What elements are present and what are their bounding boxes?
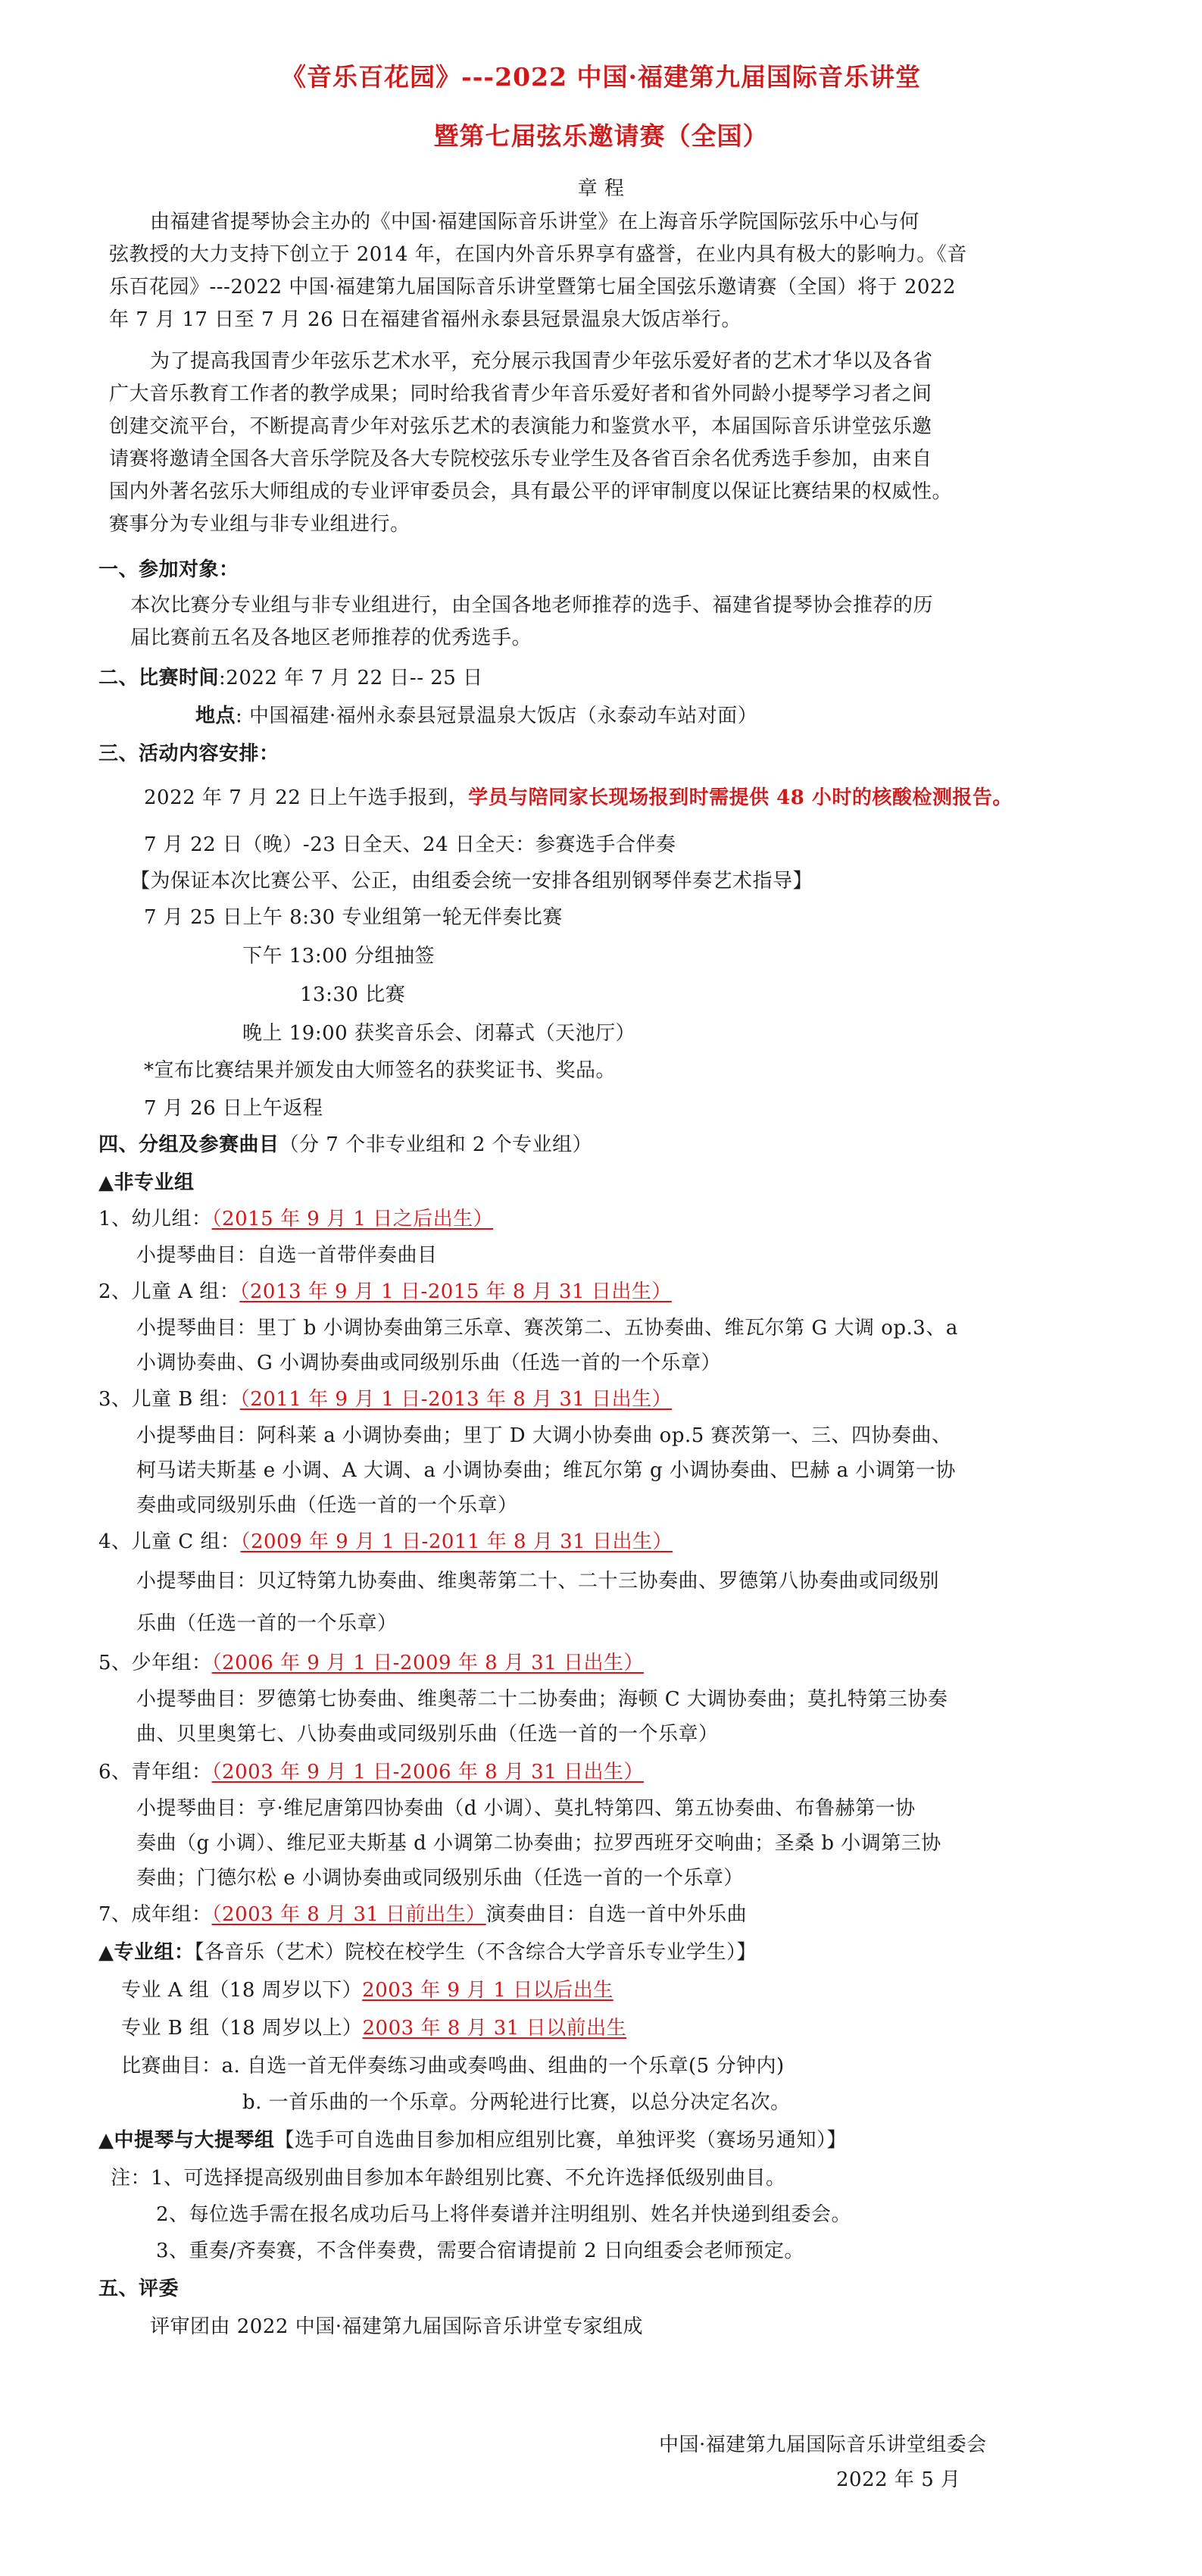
group-birth-range: （2006 年 9 月 1 日-2009 年 8 月 31 日出生） <box>211 1652 645 1674</box>
section-3-heading: 三、活动内容安排： <box>98 742 279 765</box>
section-1-heading: 一、参加对象： <box>98 558 239 581</box>
viola-cello-heading <box>98 2127 847 2153</box>
schedule-line: 13:30 比赛 <box>300 983 406 1006</box>
note-line: 注：1、可选择提高级别曲目参加本年龄组别比赛、不允许选择低级别曲目。 <box>111 2167 786 2190</box>
schedule-line: 【为保证本次比赛公平、公正，由组委会统一安排各组别钢琴伴奏艺术指导】 <box>130 870 813 893</box>
section-1-line: 本次比赛分专业组与非专业组进行，由全国各地老师推荐的选手、福建省提琴协会推荐的历 <box>130 594 934 617</box>
group-label: 2、儿童 A 组： <box>98 1280 240 1303</box>
repertoire-line: 奏曲；门德尔松 e 小调协奏曲或同级别乐曲（任选一首的一个乐章） <box>136 1867 744 1890</box>
intro-p1-line: 乐百花园》---2022 中国·福建第九届国际音乐讲堂暨第七届全国弦乐邀请赛（全国）将于 2022 <box>109 276 956 299</box>
repertoire-line: 小调协奏曲、G 小调协奏曲或同级别乐曲（任选一首的一个乐章） <box>136 1352 722 1374</box>
section-4-prefix: 四、 <box>98 1133 139 1156</box>
covid-test-notice: 学员与陪同家长现场报到时需提供 48 小时的核酸检测报告。 <box>468 786 1013 809</box>
repertoire-line: 小提琴曲目：贝辽特第九协奏曲、维奥蒂第二十、二十三协奏曲、罗德第八协奏曲或同级别 <box>136 1570 940 1593</box>
group-label: 4、儿童 C 组： <box>98 1530 241 1553</box>
signature-org: 中国·福建第九届国际音乐讲堂组委会 <box>659 2434 987 2456</box>
repertoire-line: 小提琴曲目：里丁 b 小调协奏曲第三乐章、赛茨第二、五协奏曲、维瓦尔第 G 大调 op.3、a <box>136 1317 958 1340</box>
pro-a-birth: 2003 年 9 月 1 日以后出生 <box>362 1979 613 2002</box>
schedule-line: 7 月 25 日上午 8:30 专业组第一轮无伴奏比赛 <box>144 906 563 929</box>
intro-p2-line: 广大音乐教育工作者的教学成果；同时给我省青少年音乐爱好者和省外同龄小提琴学习者之间 <box>109 383 932 405</box>
viola-cello-label: ▲中提琴与大提琴组 <box>98 2129 275 2152</box>
intro-p2-line: 国内外著名弦乐大师组成的专业评审委员会，具有最公平的评审制度以保证比赛结果的权威性。 <box>109 480 953 503</box>
schedule-line: 7 月 26 日上午返程 <box>144 1097 323 1120</box>
location-label: 地点 <box>195 705 236 727</box>
group-birth-range: （2013 年 9 月 1 日-2015 年 8 月 31 日出生） <box>239 1280 672 1303</box>
intro-p2-line: 赛事分为专业组与非专业组进行。 <box>109 513 411 536</box>
group-birth-range: （2015 年 9 月 1 日之后出生） <box>211 1208 494 1230</box>
section-4-note: （分 7 个非专业组和 2 个专业组） <box>279 1133 593 1156</box>
group-label: 7、成年组： <box>98 1903 212 1926</box>
group-line <box>98 1529 673 1555</box>
section-2-heading <box>98 665 483 691</box>
schedule-line: 晚上 19:00 获奖音乐会、闭幕式（天池厅） <box>242 1022 635 1045</box>
repertoire-line: 小提琴曲目：罗德第七协奏曲、维奥蒂二十二协奏曲；海顿 C 大调协奏曲；莫扎特第三协奏 <box>136 1688 948 1711</box>
note-line: 3、重奏/齐奏赛，不含伴奏费，需要合宿请提前 2 日向组委会老师预定。 <box>156 2240 804 2262</box>
intro-p2-line: 为了提高我国青少年弦乐艺术水平，充分展示我国青少年弦乐爱好者的艺术才华以及各省 <box>150 350 933 373</box>
pro-b-birth: 2003 年 8 月 31 日以前出生 <box>362 2017 627 2040</box>
section-1-line: 届比赛前五名及各地区老师推荐的优秀选手。 <box>130 627 532 649</box>
repertoire-line: 小提琴曲目：阿科莱 a 小调协奏曲；里丁 D 大调小协奏曲 op.5 赛茨第一、三、四协奏曲、 <box>136 1424 952 1447</box>
charter-heading: 章 程 <box>577 177 625 200</box>
intro-p1-line: 弦教授的大力支持下创立于 2014 年，在国内外音乐界享有盛誉，在业内具有极大的影响力。《音 <box>109 243 967 266</box>
repertoire-line: 奏曲（g 小调）、维尼亚夫斯基 d 小调第二协奏曲；拉罗西班牙交响曲；圣桑 b 小调第三协 <box>136 1832 941 1855</box>
group-label: 3、儿童 B 组： <box>98 1388 240 1411</box>
repertoire-line: 小提琴曲目：亨·维尼唐第四协奏曲（d 小调）、莫扎特第四、第五协奏曲、布鲁赫第一协 <box>136 1797 916 1820</box>
group-line <box>98 1759 644 1785</box>
group-birth-range: （2009 年 9 月 1 日-2011 年 8 月 31 日出生） <box>240 1530 673 1553</box>
intro-p2-line: 请赛将邀请全国各大音乐学院及各大专院校弦乐专业学生及各省百余名优秀选手参加，由来自 <box>109 448 932 470</box>
group-birth-range: （2011 年 9 月 1 日-2013 年 8 月 31 日出生） <box>239 1388 673 1411</box>
group-label: 5、少年组： <box>98 1652 212 1674</box>
section-2-prefix: 二、 <box>98 667 139 689</box>
group-label: 1、幼儿组： <box>98 1208 212 1230</box>
intro-p1-line: 年 7 月 17 日至 7 月 26 日在福建省福州永泰县冠景温泉大饭店举行。 <box>109 308 741 331</box>
repertoire-line: 柯马诺夫斯基 e 小调、A 大调、a 小调协奏曲；维瓦尔第 g 小调协奏曲、巴赫 a 小调第一协 <box>136 1459 956 1482</box>
section-2-dates: :2022 年 7 月 22 日-- 25 日 <box>219 667 483 689</box>
intro-p1-line: 由福建省提琴协会主办的《中国·福建国际音乐讲堂》在上海音乐学院国际弦乐中心与何 <box>150 211 919 233</box>
location-line <box>195 703 757 729</box>
repertoire-line: 乐曲（任选一首的一个乐章） <box>136 1612 398 1635</box>
group-birth-range: （2003 年 8 月 31 日前出生） <box>211 1903 486 1926</box>
section-4-heading <box>98 1132 592 1158</box>
pro-repertoire-a: 比赛曲目：a. 自选一首无伴奏练习曲或奏鸣曲、组曲的一个乐章(5 分钟内) <box>121 2055 785 2077</box>
section-2-title: 比赛时间 <box>139 667 220 689</box>
pro-heading <box>98 1940 757 1965</box>
section-4-title: 分组及参赛曲目 <box>139 1133 279 1156</box>
signature-date: 2022 年 5 月 <box>836 2468 961 2491</box>
checkin-text: 2022 年 7 月 22 日上午选手报到， <box>144 786 469 809</box>
pro-b-label: 专业 B 组（18 周岁以上） <box>121 2017 363 2040</box>
group-line <box>98 1650 644 1676</box>
repertoire-line: 曲、贝里奥第七、八协奏曲或同级别乐曲（任选一首的一个乐章） <box>136 1723 719 1746</box>
pro-a-label: 专业 A 组（18 周岁以下） <box>121 1979 363 2002</box>
section-5-heading: 五、评委 <box>98 2277 180 2300</box>
pro-heading-label: ▲专业组： <box>98 1941 195 1964</box>
pro-b-line <box>121 2015 626 2041</box>
repertoire-line: 小提琴曲目：自选一首带伴奏曲目 <box>136 1244 438 1267</box>
schedule-line: 下午 13:00 分组抽签 <box>242 945 435 968</box>
title-line-2: 暨第七届弦乐邀请赛（全国） <box>433 121 769 151</box>
nonpro-heading: ▲非专业组 <box>98 1171 195 1194</box>
note-line: 2、每位选手需在报名成功后马上将伴奏谱并注明组别、姓名并快递到组委会。 <box>156 2203 852 2226</box>
viola-cello-note: 【选手可自选曲目参加相应组别比赛，单独评奖（赛场另通知）】 <box>274 2129 848 2152</box>
pro-a-line <box>121 1977 613 2003</box>
pro-repertoire-b: b. 一首乐曲的一个乐章。分两轮进行比赛，以总分决定名次。 <box>242 2091 791 2114</box>
group-line <box>98 1902 747 1927</box>
schedule-line: 7 月 22 日（晚）-23 日全天、24 日全天：参赛选手合伴奏 <box>144 833 676 856</box>
schedule-line: *宣布比赛结果并颁发由大师签名的获奖证书、奖品。 <box>144 1059 617 1082</box>
group-line <box>98 1386 672 1412</box>
group-line <box>98 1279 672 1305</box>
location-text: : 中国福建·福州永泰县冠景温泉大饭店（永泰动车站对面） <box>236 705 758 727</box>
pro-heading-note: 【各音乐（艺术）院校在校学生（不含综合大学音乐专业学生）】 <box>194 1941 757 1964</box>
group-line <box>98 1206 493 1232</box>
group-label: 6、青年组： <box>98 1761 212 1784</box>
title-line-1: 《音乐百花园》---2022 中国·福建第九届国际音乐讲堂 <box>281 62 921 92</box>
repertoire-line: 奏曲或同级别乐曲（任选一首的一个乐章） <box>136 1494 518 1517</box>
intro-p2-line: 创建交流平台，不断提高青少年对弦乐艺术的表演能力和鉴赏水平，本届国际音乐讲堂弦乐邀 <box>109 415 932 438</box>
group-repertoire: 演奏曲目：自选一首中外乐曲 <box>485 1903 748 1926</box>
section-5-text: 评审团由 2022 中国·福建第九届国际音乐讲堂专家组成 <box>150 2315 643 2338</box>
group-birth-range: （2003 年 9 月 1 日-2006 年 8 月 31 日出生） <box>211 1761 645 1784</box>
checkin-line <box>144 785 1013 811</box>
